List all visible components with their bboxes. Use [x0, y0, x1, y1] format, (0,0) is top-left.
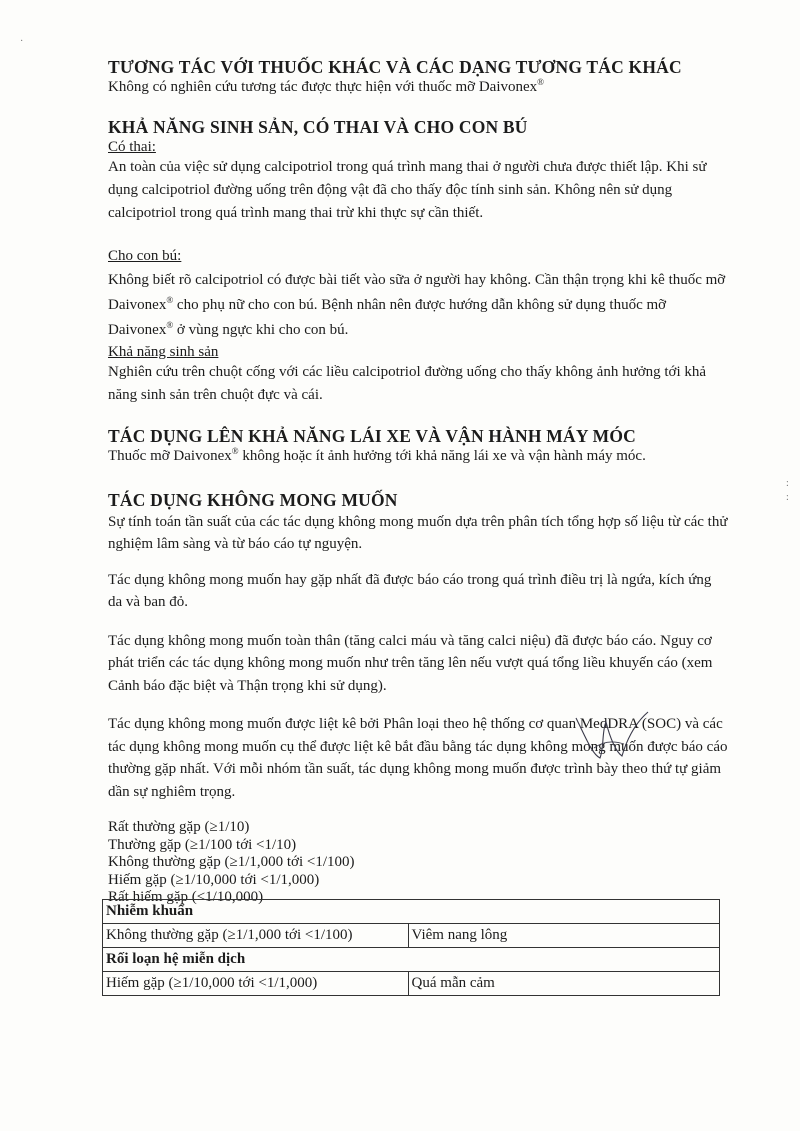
- frequency-item: Không thường gặp (≥1/1,000 tới <1/100): [108, 854, 355, 870]
- breastfeeding-text-3: ở vùng ngực khi cho con bú.: [173, 321, 349, 338]
- frequency-item: Rất hiếm gặp (<1/10,000): [108, 889, 264, 905]
- breastfeeding-text-1: Không biết rõ calcipotriol có được bài tiết vào sữa ở người hay không. Cần thận trọng khi kê thuốc mỡ Daivonex: [108, 271, 726, 313]
- scan-mark: :: [786, 478, 789, 489]
- fertility-text: Nghiên cứu trên chuột cống với các liều calcipotriol đường uống cho thấy không ảnh hưởng tới khả năng sinh sản trên chuột đực và cái.: [108, 363, 707, 403]
- adverse-paragraph-1: Sự tính toán tần suất của các tác dụng không mong muốn dựa trên phân tích tổng hợp số liệu từ các thử nghiệm lâm sàng và từ báo cáo tự nguyện.: [108, 513, 728, 552]
- soc-cell: Rối loạn hệ miễn dịch: [103, 948, 720, 972]
- registered-mark: ®: [166, 319, 174, 330]
- soc-cell: Nhiễm khuẩn: [103, 900, 720, 924]
- breastfeeding-text: [108, 268, 728, 343]
- frequency-cell: Không thường gặp (≥1/1,000 tới <1/100): [103, 924, 409, 948]
- section-heading-interactions: TƯƠNG TÁC VỚI THUỐC KHÁC VÀ CÁC DẠNG TƯƠNG TÁC KHÁC: [108, 57, 682, 77]
- scan-mark: :: [786, 492, 789, 503]
- interactions-text: [108, 78, 728, 96]
- adverse-paragraph-2: Tác dụng không mong muốn hay gặp nhất đã được báo cáo trong quá trình điều trị là ngứa, kích ứng da và ban đỏ.: [108, 571, 712, 610]
- driving-text: [108, 447, 728, 465]
- table-row-soc: [103, 948, 720, 972]
- registered-mark: ®: [537, 77, 544, 87]
- registered-mark: ®: [231, 445, 239, 456]
- table-row-soc: [103, 900, 720, 924]
- reaction-cell: Quá mẫn cảm: [408, 972, 719, 996]
- section-heading-fertility: KHẢ NĂNG SINH SẢN, CÓ THAI VÀ CHO CON BÚ: [108, 117, 528, 137]
- frequency-item: Thường gặp (≥1/100 tới <1/10): [108, 836, 297, 853]
- adverse-paragraph-4: Tác dụng không mong muốn được liệt kê bởi Phân loại theo hệ thống cơ quan MedDRA (SOC) và các tác dụng không mong muốn cụ thể được liệt kê bắt đầu bằng tác dụng không mong muốn được báo cáo thường gặp nhất. Với mỗi nhóm tần suất, tác dụng không mong muốn được trình bày theo thứ tự giảm dần sự nghiêm trọng.: [108, 716, 728, 800]
- frequency-item: Hiếm gặp (≥1/10,000 tới <1/1,000): [108, 871, 320, 888]
- pregnancy-label: Có thai:: [108, 139, 156, 155]
- driving-text-post: không hoặc ít ảnh hưởng tới khả năng lái xe và vận hành máy móc.: [238, 447, 646, 464]
- table-row: [103, 972, 720, 996]
- fertility-label: Khả năng sinh sản: [108, 343, 219, 360]
- section-heading-adverse: TÁC DỤNG KHÔNG MONG MUỐN: [108, 489, 398, 510]
- adverse-paragraph-3: Tác dụng không mong muốn toàn thân (tăng calci máu và tăng calci niệu) đã được báo cáo. Nguy cơ phát triển các tác dụng không mong muốn như trên tăng lên nếu vượt quá tổng liều khuyến cáo (xem Cảnh báo đặc biệt và Thận trọng khi sử dụng).: [108, 632, 713, 694]
- scan-mark: ·: [20, 36, 24, 47]
- frequency-item: Rất thường gặp (≥1/10): [108, 819, 250, 835]
- driving-text-pre: Thuốc mỡ Daivonex: [108, 447, 232, 464]
- interactions-text-body: Không có nghiên cứu tương tác được thực hiện với thuốc mỡ Daivonex: [108, 79, 538, 95]
- table-row: [103, 924, 720, 948]
- registered-mark: ®: [166, 294, 174, 305]
- breastfeeding-label: Cho con bú:: [108, 248, 182, 264]
- frequency-list: [108, 819, 728, 907]
- reaction-cell: Viêm nang lông: [408, 924, 719, 948]
- breastfeeding-text-2: cho phụ nữ cho con bú. Bệnh nhân nên được hướng dẫn không sử dụng thuốc mỡ Daivonex: [108, 296, 667, 338]
- document-body: [108, 52, 728, 907]
- section-heading-driving: TÁC DỤNG LÊN KHẢ NĂNG LÁI XE VÀ VẬN HÀNH MÁY MÓC: [108, 425, 636, 446]
- frequency-cell: Hiếm gặp (≥1/10,000 tới <1/1,000): [103, 972, 409, 996]
- adverse-reactions-table: [102, 899, 720, 996]
- pregnancy-text: An toàn của việc sử dụng calcipotriol trong quá trình mang thai ở người chưa được thiết lập. Khi sử dụng calcipotriol đường uống trên động vật đã cho thấy độc tính sinh sản. Không nên sử dụng calcipotriol trong quá trình mang thai trừ khi thực sự cần thiết.: [108, 159, 707, 221]
